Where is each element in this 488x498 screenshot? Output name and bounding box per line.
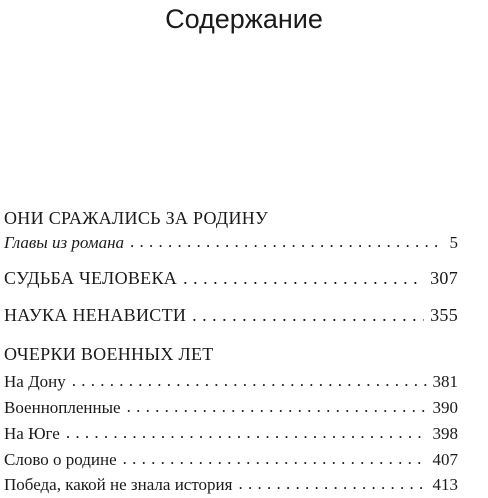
dot-leader xyxy=(123,448,427,465)
toc-entry-label: НАУКА НЕНАВИСТИ xyxy=(4,305,187,325)
toc-entry-na-yuge[interactable] xyxy=(4,422,458,445)
toc-entry-label: Главы из романа xyxy=(4,233,125,252)
toc-entry-label: ОНИ СРАЖАЛИСЬ ЗА РОДИНУ xyxy=(4,208,269,228)
toc-page-number: 381 xyxy=(432,372,458,391)
dot-leader xyxy=(72,370,427,387)
toc-entry-label: На Юге xyxy=(4,424,60,443)
toc-entry-voennoplennye[interactable] xyxy=(4,396,458,419)
dot-leader xyxy=(66,422,427,439)
toc-entry-sudba-cheloveka[interactable] xyxy=(4,266,458,290)
toc-page-number: 407 xyxy=(432,450,458,469)
toc-page-number: 413 xyxy=(432,475,458,494)
toc-entry-label: СУДЬБА ЧЕЛОВЕКА xyxy=(4,268,178,288)
dot-leader xyxy=(130,231,443,248)
toc-entry-pobeda[interactable] xyxy=(4,473,458,496)
toc-entry-label: ОЧЕРКИ ВОЕННЫХ ЛЕТ xyxy=(4,344,214,364)
dot-leader xyxy=(127,396,427,413)
toc-page-number: 355 xyxy=(430,305,458,325)
toc-page-number: 390 xyxy=(432,398,458,417)
toc-page-number: 307 xyxy=(430,268,458,288)
toc-heading-oni-srazhalis xyxy=(4,206,458,230)
toc-entry-nauka-nenavisti[interactable] xyxy=(4,303,458,327)
toc-entry-glavy-iz-romana[interactable] xyxy=(4,231,458,254)
toc-entry-label: Слово о родине xyxy=(4,450,117,469)
dot-leader xyxy=(183,266,424,284)
toc-page-number: 398 xyxy=(432,424,458,443)
toc-entry-na-donu[interactable] xyxy=(4,370,458,393)
toc-page-number: 5 xyxy=(449,233,458,252)
toc-entry-label: На Дону xyxy=(4,372,66,391)
toc-entry-label: Победа, какой не знала история xyxy=(4,475,233,494)
toc-heading-ocherki xyxy=(4,342,458,366)
dot-leader xyxy=(192,303,424,321)
toc-entry-slovo-o-rodine[interactable] xyxy=(4,448,458,471)
page-title: Содержание xyxy=(165,4,323,34)
toc-entry-label: Военнопленные xyxy=(4,398,121,417)
dot-leader xyxy=(238,473,426,490)
